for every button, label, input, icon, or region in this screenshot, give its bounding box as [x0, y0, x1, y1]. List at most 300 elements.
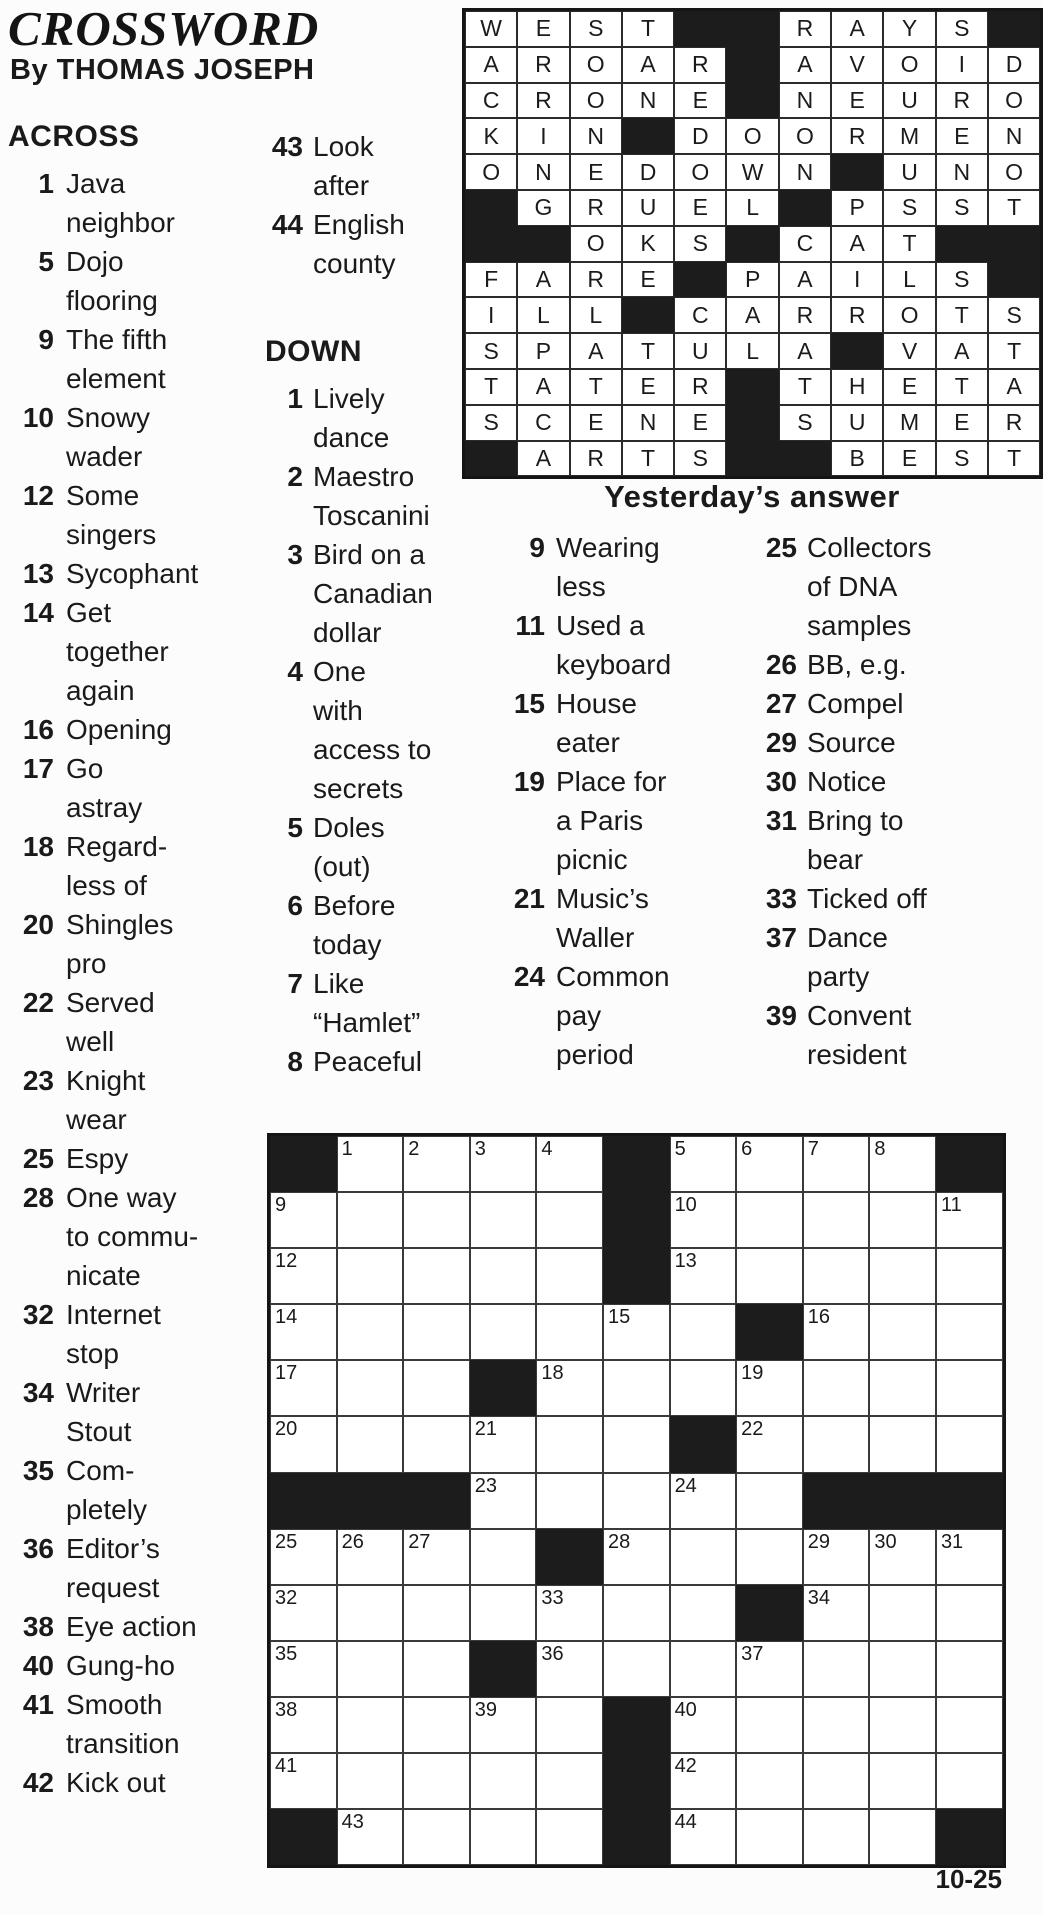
puzzle-cell[interactable] — [869, 1192, 936, 1248]
clue-text: Notice — [807, 766, 887, 797]
clue-number: 3 — [287, 539, 303, 570]
puzzle-cell[interactable] — [403, 1416, 470, 1472]
puzzle-cell[interactable] — [603, 1585, 670, 1641]
puzzle-cell[interactable] — [603, 1473, 670, 1529]
puzzle-cell[interactable] — [736, 1697, 803, 1753]
across-continued-clue-list — [218, 127, 453, 283]
byline: By THOMAS JOSEPH — [10, 54, 315, 86]
puzzle-cell[interactable] — [270, 1641, 337, 1697]
puzzle-cell[interactable] — [270, 1192, 337, 1248]
clue — [448, 528, 733, 606]
clue — [8, 398, 222, 476]
solution-letter-cell: P — [517, 333, 569, 369]
puzzle-cell[interactable] — [270, 1753, 337, 1809]
puzzle-cell[interactable] — [337, 1136, 404, 1192]
clue-number: 29 — [765, 727, 797, 758]
clue — [745, 723, 1043, 762]
clue — [448, 684, 733, 762]
solution-letter-cell: S — [936, 11, 988, 47]
solution-letter-cell: T — [936, 297, 988, 333]
puzzle-cell[interactable] — [803, 1248, 870, 1304]
puzzle-cell[interactable] — [470, 1753, 537, 1809]
clue-text: Lively dance — [313, 383, 390, 453]
puzzle-cell[interactable] — [536, 1641, 603, 1697]
puzzle-cell[interactable] — [536, 1585, 603, 1641]
puzzle-black-cell — [403, 1473, 470, 1529]
puzzle-cell[interactable] — [869, 1248, 936, 1304]
puzzle-cell[interactable] — [936, 1416, 1003, 1472]
clue-number: 28 — [22, 1182, 54, 1213]
clue — [8, 1373, 222, 1451]
solution-letter-cell: S — [988, 297, 1040, 333]
clue — [8, 476, 222, 554]
cell-number: 5 — [674, 1138, 686, 1160]
cell-number: 17 — [275, 1362, 298, 1385]
cell-number: 6 — [741, 1138, 753, 1160]
puzzle-cell[interactable] — [337, 1248, 404, 1304]
puzzle-cell[interactable] — [803, 1529, 870, 1585]
puzzle-cell[interactable] — [803, 1641, 870, 1697]
clue-number: 8 — [287, 1046, 303, 1077]
puzzle-cell[interactable] — [470, 1473, 537, 1529]
puzzle-cell[interactable] — [869, 1360, 936, 1416]
puzzle-cell[interactable] — [337, 1809, 404, 1865]
cell-number: 26 — [341, 1530, 364, 1553]
clue — [8, 554, 222, 593]
solution-letter-cell: N — [779, 154, 831, 190]
clue-number: 22 — [22, 987, 54, 1018]
puzzle-black-cell — [270, 1473, 337, 1529]
puzzle-cell[interactable] — [803, 1136, 870, 1192]
puzzle-cell[interactable] — [337, 1529, 404, 1585]
clue — [8, 320, 222, 398]
clue-number: 39 — [765, 1000, 797, 1031]
solution-letter-cell: R — [517, 83, 569, 119]
puzzle-cell[interactable] — [803, 1585, 870, 1641]
solution-letter-cell: D — [674, 118, 726, 154]
puzzle-cell[interactable] — [403, 1529, 470, 1585]
puzzle-cell[interactable] — [603, 1360, 670, 1416]
solution-letter-cell: T — [988, 441, 1040, 477]
solution-letter-cell: W — [465, 11, 517, 47]
solution-letter-cell: S — [674, 441, 726, 477]
cell-number: 20 — [275, 1418, 298, 1441]
clue — [218, 1042, 453, 1081]
cell-number: 1 — [341, 1138, 353, 1160]
puzzle-cell[interactable] — [803, 1360, 870, 1416]
puzzle-cell[interactable] — [869, 1753, 936, 1809]
solution-letter-cell: V — [831, 47, 883, 83]
solution-black-cell — [465, 441, 517, 477]
puzzle-cell[interactable] — [670, 1248, 737, 1304]
puzzle-cell[interactable] — [670, 1697, 737, 1753]
solution-letter-cell: A — [622, 47, 674, 83]
puzzle-cell[interactable] — [736, 1248, 803, 1304]
puzzle-cell[interactable] — [869, 1697, 936, 1753]
clue-text: Eye action — [66, 1611, 197, 1642]
solution-letter-cell: D — [622, 154, 674, 190]
solution-letter-cell: P — [726, 262, 778, 298]
puzzle-cell[interactable] — [536, 1473, 603, 1529]
solution-letter-cell: E — [936, 405, 988, 441]
puzzle-black-cell — [736, 1304, 803, 1360]
clue-text: Sycophant — [66, 558, 199, 589]
puzzle-cell[interactable] — [470, 1416, 537, 1472]
solution-letter-cell: P — [831, 190, 883, 226]
clue-text: Convent resident — [807, 1000, 912, 1070]
solution-letter-cell: O — [570, 83, 622, 119]
solution-letter-cell: U — [622, 190, 674, 226]
solution-letter-cell: V — [883, 333, 935, 369]
solution-letter-cell: C — [465, 83, 517, 119]
puzzle-cell[interactable] — [337, 1641, 404, 1697]
puzzle-cell[interactable] — [936, 1248, 1003, 1304]
solution-letter-cell: O — [570, 47, 622, 83]
solution-letter-cell: A — [831, 226, 883, 262]
solution-letter-cell: N — [936, 154, 988, 190]
puzzle-cell[interactable] — [603, 1416, 670, 1472]
solution-black-cell — [988, 262, 1040, 298]
puzzle-cell[interactable] — [403, 1809, 470, 1865]
puzzle-cell[interactable] — [270, 1416, 337, 1472]
clue — [8, 1529, 222, 1607]
puzzle-cell[interactable] — [936, 1192, 1003, 1248]
clue-text: Bird on a Canadian dollar — [313, 539, 433, 648]
puzzle-cell[interactable] — [603, 1304, 670, 1360]
puzzle-cell[interactable] — [936, 1529, 1003, 1585]
puzzle-cell[interactable] — [337, 1360, 404, 1416]
puzzle-cell[interactable] — [337, 1585, 404, 1641]
puzzle-cell[interactable] — [470, 1809, 537, 1865]
puzzle-cell[interactable] — [403, 1697, 470, 1753]
solution-letter-cell: O — [674, 154, 726, 190]
clue-text: One with access to secrets — [313, 656, 432, 804]
clue-text: Writer Stout — [66, 1377, 141, 1447]
cell-number: 22 — [741, 1418, 764, 1441]
cell-number: 39 — [474, 1698, 498, 1721]
puzzle-cell[interactable] — [869, 1304, 936, 1360]
clue — [218, 205, 453, 283]
solution-letter-cell: A — [831, 11, 883, 47]
puzzle-cell[interactable] — [270, 1529, 337, 1585]
puzzle-cell[interactable] — [536, 1809, 603, 1865]
solution-letter-cell: F — [465, 262, 517, 298]
solution-letter-cell: A — [465, 47, 517, 83]
puzzle-cell[interactable] — [470, 1697, 537, 1753]
puzzle-cell[interactable] — [403, 1641, 470, 1697]
clue-text: Dance party — [807, 922, 888, 992]
cell-number: 29 — [807, 1530, 830, 1553]
solution-letter-cell: R — [936, 83, 988, 119]
clue-number: 40 — [22, 1650, 54, 1681]
puzzle-black-cell — [869, 1473, 936, 1529]
puzzle-grid — [267, 1133, 1006, 1868]
puzzle-cell[interactable] — [337, 1416, 404, 1472]
puzzle-cell[interactable] — [869, 1136, 936, 1192]
clue-number: 20 — [22, 909, 54, 940]
puzzle-black-cell — [603, 1192, 670, 1248]
clue-number: 18 — [22, 831, 54, 862]
puzzle-cell[interactable] — [337, 1192, 404, 1248]
clue-number: 33 — [765, 883, 797, 914]
puzzle-cell[interactable] — [403, 1360, 470, 1416]
solution-black-cell — [726, 226, 778, 262]
clue-number: 15 — [513, 688, 545, 719]
puzzle-cell[interactable] — [536, 1416, 603, 1472]
solution-black-cell — [988, 11, 1040, 47]
cell-number: 43 — [341, 1811, 364, 1834]
clue-number: 24 — [513, 961, 545, 992]
puzzle-cell[interactable] — [803, 1192, 870, 1248]
puzzle-black-cell — [936, 1809, 1003, 1865]
clue — [745, 645, 1043, 684]
puzzle-cell[interactable] — [736, 1136, 803, 1192]
solution-letter-cell: A — [726, 297, 778, 333]
cell-number: 40 — [674, 1698, 697, 1721]
puzzle-cell[interactable] — [936, 1304, 1003, 1360]
puzzle-cell[interactable] — [803, 1416, 870, 1472]
cell-number: 2 — [408, 1138, 420, 1160]
puzzle-cell[interactable] — [670, 1304, 737, 1360]
down-clue-column-3 — [745, 528, 1043, 1074]
puzzle-cell[interactable] — [936, 1585, 1003, 1641]
clue-text: Shingles pro — [66, 909, 174, 979]
cell-number: 37 — [741, 1642, 764, 1665]
cell-number: 8 — [874, 1138, 886, 1160]
clue-number: 38 — [22, 1611, 54, 1642]
clue-number: 17 — [22, 753, 54, 784]
puzzle-black-cell — [603, 1753, 670, 1809]
puzzle-cell[interactable] — [603, 1529, 670, 1585]
clue — [448, 879, 733, 957]
solution-letter-cell: I — [465, 297, 517, 333]
clue-text: House eater — [556, 688, 637, 758]
puzzle-cell[interactable] — [403, 1136, 470, 1192]
puzzle-cell[interactable] — [470, 1192, 537, 1248]
puzzle-cell[interactable] — [403, 1753, 470, 1809]
puzzle-black-cell — [270, 1809, 337, 1865]
puzzle-cell[interactable] — [470, 1136, 537, 1192]
puzzle-cell[interactable] — [270, 1360, 337, 1416]
puzzle-cell[interactable] — [670, 1192, 737, 1248]
solution-letter-cell: N — [622, 405, 674, 441]
clue-text: Place for a Paris picnic — [556, 766, 667, 875]
solution-letter-cell: N — [988, 118, 1040, 154]
clue-text: Maestro Toscanini — [313, 461, 430, 531]
puzzle-cell[interactable] — [670, 1360, 737, 1416]
puzzle-cell[interactable] — [337, 1304, 404, 1360]
solution-letter-cell: O — [779, 118, 831, 154]
cell-number: 28 — [607, 1530, 631, 1553]
puzzle-cell[interactable] — [536, 1753, 603, 1809]
solution-letter-cell: O — [988, 83, 1040, 119]
puzzle-black-cell — [470, 1641, 537, 1697]
puzzle-cell[interactable] — [470, 1304, 537, 1360]
puzzle-cell[interactable] — [270, 1248, 337, 1304]
clue — [8, 1685, 222, 1763]
clue-text: Like “Hamlet” — [313, 968, 421, 1038]
clue-text: The fifth element — [66, 324, 168, 394]
puzzle-cell[interactable] — [670, 1753, 737, 1809]
solution-letter-cell: S — [465, 405, 517, 441]
solution-letter-cell: S — [936, 441, 988, 477]
solution-letter-cell: E — [622, 369, 674, 405]
solution-letter-cell: K — [622, 226, 674, 262]
solution-letter-cell: E — [674, 83, 726, 119]
puzzle-cell[interactable] — [470, 1529, 537, 1585]
cell-number: 10 — [674, 1194, 697, 1217]
puzzle-cell[interactable] — [536, 1697, 603, 1753]
puzzle-cell[interactable] — [736, 1753, 803, 1809]
puzzle-black-cell — [270, 1136, 337, 1192]
puzzle-cell[interactable] — [470, 1248, 537, 1304]
solution-black-cell — [831, 333, 883, 369]
clue-text: Java neighbor — [66, 168, 175, 238]
solution-letter-cell: T — [936, 369, 988, 405]
solution-letter-cell: R — [570, 441, 622, 477]
puzzle-cell[interactable] — [670, 1585, 737, 1641]
puzzle-cell[interactable] — [670, 1641, 737, 1697]
clue-text: Kick out — [66, 1767, 166, 1798]
puzzle-cell[interactable] — [470, 1585, 537, 1641]
puzzle-cell[interactable] — [536, 1248, 603, 1304]
solution-letter-cell: G — [517, 190, 569, 226]
puzzle-cell[interactable] — [803, 1753, 870, 1809]
puzzle-cell[interactable] — [736, 1192, 803, 1248]
solution-letter-cell: T — [622, 333, 674, 369]
puzzle-cell[interactable] — [936, 1641, 1003, 1697]
solution-letter-cell: U — [883, 83, 935, 119]
puzzle-cell[interactable] — [536, 1304, 603, 1360]
across-clue-list — [8, 164, 222, 1802]
solution-letter-cell: E — [674, 190, 726, 226]
puzzle-cell[interactable] — [936, 1360, 1003, 1416]
puzzle-cell[interactable] — [670, 1809, 737, 1865]
puzzle-cell[interactable] — [936, 1753, 1003, 1809]
cell-number: 7 — [807, 1138, 819, 1160]
cell-number: 13 — [674, 1250, 697, 1273]
solution-black-cell — [779, 441, 831, 477]
solution-letter-cell: R — [779, 11, 831, 47]
puzzle-cell[interactable] — [270, 1585, 337, 1641]
solution-letter-cell: I — [517, 118, 569, 154]
puzzle-cell[interactable] — [536, 1136, 603, 1192]
clue-text: Wearing less — [556, 532, 660, 602]
cell-number: 42 — [674, 1755, 697, 1778]
solution-black-cell — [465, 190, 517, 226]
solution-black-cell — [779, 190, 831, 226]
continued-clue-column — [218, 127, 453, 1081]
puzzle-cell[interactable] — [403, 1248, 470, 1304]
puzzle-cell[interactable] — [869, 1416, 936, 1472]
clue-text: Gung-ho — [66, 1650, 175, 1681]
puzzle-cell[interactable] — [736, 1641, 803, 1697]
clue — [8, 1295, 222, 1373]
cell-number: 24 — [674, 1474, 697, 1497]
clue — [448, 606, 733, 684]
clue-number: 13 — [22, 558, 54, 589]
puzzle-cell[interactable] — [670, 1529, 737, 1585]
across-clue-column — [8, 120, 222, 1802]
down-clue-list-1 — [218, 379, 453, 1081]
solution-letter-cell: S — [936, 190, 988, 226]
puzzle-cell[interactable] — [936, 1697, 1003, 1753]
clue — [745, 684, 1043, 723]
puzzle-cell[interactable] — [736, 1473, 803, 1529]
down-header: DOWN — [265, 335, 362, 368]
solution-letter-cell: U — [831, 405, 883, 441]
puzzle-cell[interactable] — [403, 1192, 470, 1248]
clue-text: Knight wear — [66, 1065, 146, 1135]
clue — [745, 762, 1043, 801]
solution-black-cell — [726, 47, 778, 83]
clue — [8, 164, 222, 242]
puzzle-black-cell — [736, 1585, 803, 1641]
puzzle-cell[interactable] — [403, 1304, 470, 1360]
cell-number: 14 — [275, 1306, 298, 1329]
puzzle-cell[interactable] — [736, 1360, 803, 1416]
cell-number: 15 — [607, 1306, 631, 1329]
puzzle-cell[interactable] — [403, 1585, 470, 1641]
clue-text: Ticked off — [807, 883, 927, 914]
clue-number: 36 — [22, 1533, 54, 1564]
cell-number: 38 — [275, 1698, 298, 1721]
solution-letter-cell: E — [674, 405, 726, 441]
solution-caption: Yesterday’s answer — [604, 479, 900, 514]
puzzle-cell[interactable] — [736, 1416, 803, 1472]
puzzle-cell[interactable] — [270, 1304, 337, 1360]
puzzle-cell[interactable] — [536, 1360, 603, 1416]
solution-letter-cell: N — [622, 83, 674, 119]
puzzle-cell[interactable] — [603, 1641, 670, 1697]
puzzle-cell[interactable] — [869, 1585, 936, 1641]
puzzle-cell[interactable] — [670, 1136, 737, 1192]
solution-letter-cell: R — [674, 47, 726, 83]
cell-number: 19 — [741, 1362, 764, 1385]
puzzle-cell[interactable] — [337, 1753, 404, 1809]
clue-text: Compel — [807, 688, 904, 719]
solution-letter-cell: S — [465, 333, 517, 369]
solution-letter-cell: E — [517, 11, 569, 47]
solution-letter-cell: N — [779, 83, 831, 119]
puzzle-cell[interactable] — [803, 1809, 870, 1865]
clue-number: 32 — [22, 1299, 54, 1330]
clue-number: 27 — [765, 688, 797, 719]
solution-black-cell — [726, 369, 778, 405]
puzzle-cell[interactable] — [270, 1697, 337, 1753]
clue-number: 19 — [513, 766, 545, 797]
puzzle-cell[interactable] — [803, 1697, 870, 1753]
puzzle-cell[interactable] — [869, 1529, 936, 1585]
puzzle-cell[interactable] — [869, 1809, 936, 1865]
solution-black-cell — [726, 441, 778, 477]
clue-number: 9 — [529, 532, 545, 563]
solution-letter-cell: L — [570, 297, 622, 333]
puzzle-cell[interactable] — [869, 1641, 936, 1697]
puzzle-cell[interactable] — [803, 1304, 870, 1360]
puzzle-black-cell — [603, 1136, 670, 1192]
clue-text: Com- pletely — [66, 1455, 147, 1525]
puzzle-cell[interactable] — [536, 1192, 603, 1248]
solution-black-cell — [726, 405, 778, 441]
clue — [745, 801, 1043, 879]
puzzle-cell[interactable] — [337, 1697, 404, 1753]
solution-letter-cell: R — [988, 405, 1040, 441]
puzzle-cell[interactable] — [736, 1529, 803, 1585]
puzzle-cell[interactable] — [736, 1809, 803, 1865]
puzzle-cell[interactable] — [670, 1473, 737, 1529]
clue — [8, 593, 222, 710]
